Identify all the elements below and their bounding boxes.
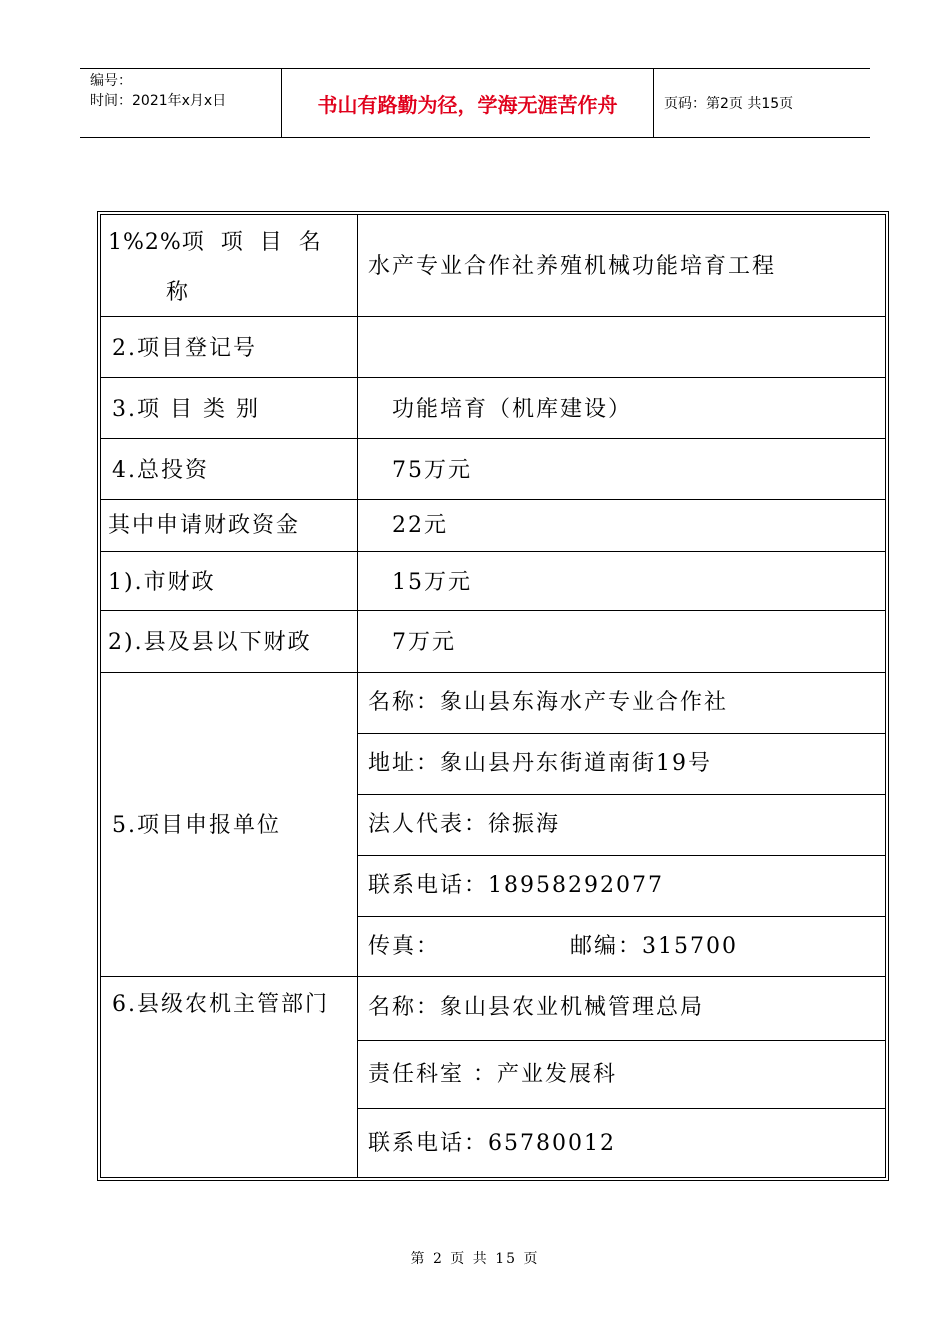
row-divider (357, 1108, 886, 1109)
county-dept-phone: 联系电话：65780012 (368, 1131, 616, 1156)
row-divider (100, 672, 886, 673)
city-finance-label: 1).市财政 (108, 570, 216, 595)
applicant-unit-postcode: 邮编：315700 (570, 934, 738, 959)
applicant-unit-address: 地址：象山县丹东街道南街19号 (368, 751, 712, 776)
project-category-label: 3.项 目 类 别 (112, 397, 260, 422)
fiscal-funds-value: 22元 (392, 513, 448, 538)
applicant-unit-fax: 传真： (368, 934, 441, 959)
applicant-unit-phone: 联系电话：18958292077 (368, 873, 664, 898)
total-investment-value: 75万元 (392, 458, 472, 483)
total-investment-label: 4.总投资 (112, 458, 209, 483)
row-divider (357, 916, 886, 917)
row-divider (100, 976, 886, 977)
header-page-code: 页码：第2页 共15页 (664, 96, 794, 112)
row-divider (357, 1040, 886, 1041)
county-finance-value: 7万元 (392, 630, 456, 655)
row-divider (357, 855, 886, 856)
page-header (80, 68, 870, 138)
row-divider (100, 499, 886, 500)
row-divider (357, 794, 886, 795)
header-number: 编号： (90, 73, 132, 89)
project-registration-label: 2.项目登记号 (112, 336, 257, 361)
row-divider (100, 377, 886, 378)
table-column-divider (357, 214, 358, 1178)
applicant-unit-name: 名称：象山县东海水产专业合作社 (368, 690, 729, 715)
row-divider (100, 316, 886, 317)
page-footer: 第 2 页 共 15 页 (410, 1251, 540, 1267)
row-divider (100, 551, 886, 552)
applicant-unit-legal-rep: 法人代表：徐振海 (368, 812, 561, 837)
row-divider (100, 438, 886, 439)
county-dept-name: 名称：象山县农业机械管理总局 (368, 995, 705, 1020)
project-name-label (108, 232, 322, 254)
header-motto: 书山有路勤为径，学海无涯苦作舟 (281, 69, 654, 137)
project-category-value: 功能培育（机库建设） (392, 397, 633, 422)
header-time: 时间：2021年x月x日 (90, 93, 227, 109)
row-divider (100, 610, 886, 611)
project-name-label-line1: 1%2%项 项 目 名 (108, 230, 322, 255)
fiscal-funds-label: 其中申请财政资金 (108, 513, 301, 538)
project-name-value: 水产专业合作社养殖机械功能培育工程 (368, 254, 777, 279)
header-meta (90, 71, 280, 111)
applicant-unit-label: 5.项目申报单位 (112, 813, 281, 838)
county-dept-label: 6.县级农机主管部门 (112, 992, 329, 1017)
county-dept-office: 责任科室 ：产业发展科 (368, 1062, 617, 1087)
county-finance-label: 2).县及县以下财政 (108, 630, 312, 655)
project-name-label-line2: 称 (166, 280, 191, 305)
city-finance-value: 15万元 (392, 570, 472, 595)
row-divider (357, 733, 886, 734)
